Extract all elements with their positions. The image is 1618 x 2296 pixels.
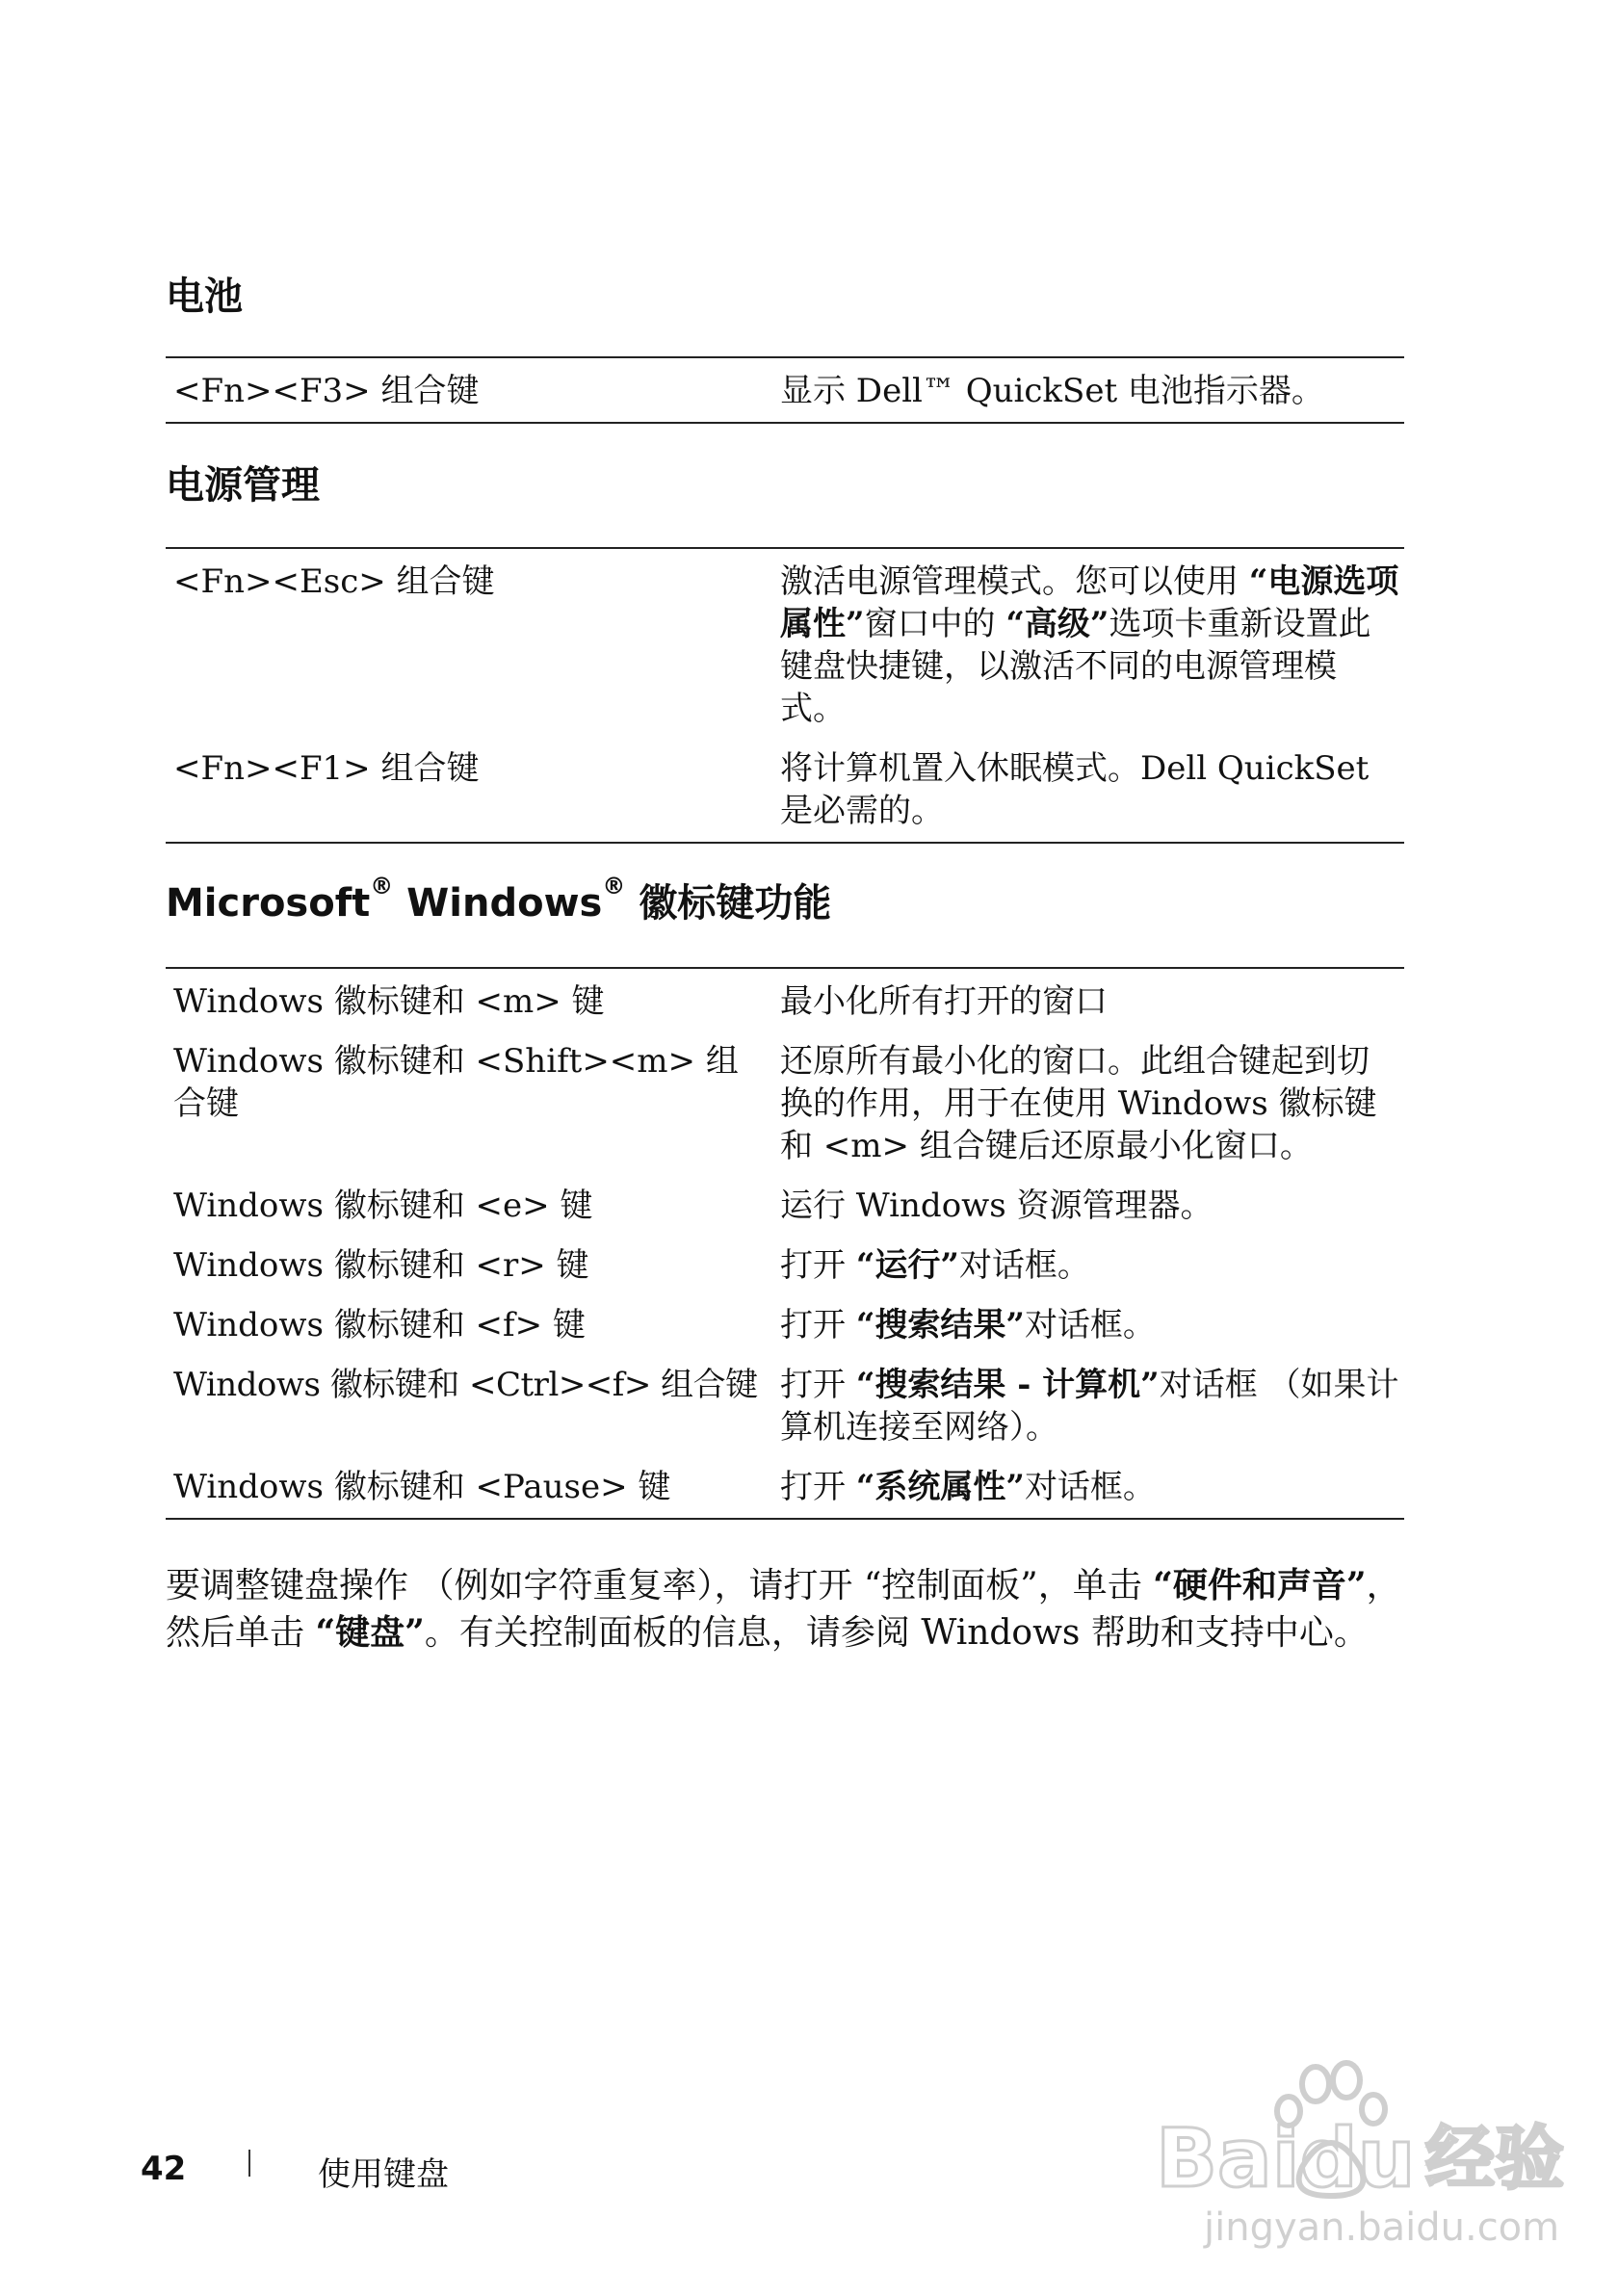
table-row bbox=[166, 1177, 1404, 1237]
power-table bbox=[166, 547, 1404, 844]
baidu-watermark-icon bbox=[1146, 2051, 1570, 2254]
shortcut-key: Windows 徽标键和 <r> 键 bbox=[173, 1246, 589, 1285]
table-row bbox=[166, 549, 1404, 740]
shortcut-description: 打开 “搜索结果 - 计算机”对话框 （如果计算机连接至网络）。 bbox=[780, 1366, 1399, 1447]
section-title-power: 电源管理 bbox=[166, 463, 320, 508]
shortcut-key: Windows 徽标键和 <Shift><m> 组合键 bbox=[173, 1042, 739, 1123]
windows-logo-table bbox=[166, 967, 1404, 1520]
shortcut-key: Windows 徽标键和 <e> 键 bbox=[173, 1187, 593, 1225]
shortcut-key: <Fn><F3> 组合键 bbox=[173, 372, 480, 410]
battery-table bbox=[166, 356, 1404, 424]
table-row bbox=[166, 1458, 1404, 1518]
table-row bbox=[166, 358, 1404, 422]
table-row bbox=[166, 740, 1404, 842]
shortcut-key: Windows 徽标键和 <f> 键 bbox=[173, 1306, 586, 1344]
keyboard-settings-paragraph: 要调整键盘操作 （例如字符重复率），请打开 “控制面板”，单击 “硬件和声音”，然后单击 “键盘”。有关控制面板的信息，请参阅 Windows 帮助和支持中心。 bbox=[166, 1565, 1401, 1653]
table-row bbox=[166, 1356, 1404, 1458]
table-row bbox=[166, 1032, 1404, 1177]
section-title-battery: 电池 bbox=[166, 274, 243, 319]
section-title-windows-logo: Microsoft® Windows® 徽标键功能 bbox=[166, 873, 832, 926]
table-row bbox=[166, 1237, 1404, 1296]
table-row bbox=[166, 1296, 1404, 1356]
shortcut-description: 打开 “运行”对话框。 bbox=[780, 1246, 1090, 1285]
shortcut-description: 打开 “系统属性”对话框。 bbox=[780, 1468, 1156, 1506]
shortcut-key: Windows 徽标键和 <m> 键 bbox=[173, 982, 605, 1021]
shortcut-description: 打开 “搜索结果”对话框。 bbox=[780, 1306, 1156, 1344]
svg-text:经验: 经验 bbox=[1425, 2118, 1565, 2199]
page-number: 42 bbox=[141, 2150, 187, 2188]
table-row bbox=[166, 969, 1404, 1032]
shortcut-description: 显示 Dell™ QuickSet 电池指示器。 bbox=[780, 372, 1324, 410]
shortcut-description: 还原所有最小化的窗口。此组合键起到切换的作用，用于在使用 Windows 徽标键和 <m> 组合键后还原最小化窗口。 bbox=[780, 1042, 1377, 1165]
svg-text:jingyan.baidu.com: jingyan.baidu.com bbox=[1204, 2205, 1560, 2250]
shortcut-description: 运行 Windows 资源管理器。 bbox=[780, 1187, 1214, 1225]
shortcut-key: Windows 徽标键和 <Ctrl><f> 组合键 bbox=[173, 1366, 758, 1404]
shortcut-description: 最小化所有打开的窗口 bbox=[780, 982, 1108, 1021]
shortcut-key: Windows 徽标键和 <Pause> 键 bbox=[173, 1468, 671, 1506]
chapter-title: 使用键盘 bbox=[318, 2155, 449, 2194]
shortcut-key: <Fn><Esc> 组合键 bbox=[173, 562, 495, 601]
svg-text:Baidu: Baidu bbox=[1156, 2111, 1416, 2205]
shortcut-description: 将计算机置入休眠模式。Dell QuickSet 是必需的。 bbox=[780, 749, 1370, 830]
footer-divider bbox=[248, 2150, 250, 2177]
shortcut-description: 激活电源管理模式。您可以使用 “电源选项属性”窗口中的 “高级”选项卡重新设置此键盘快捷键，以激活不同的电源管理模式。 bbox=[780, 562, 1399, 728]
shortcut-key: <Fn><F1> 组合键 bbox=[173, 749, 480, 788]
